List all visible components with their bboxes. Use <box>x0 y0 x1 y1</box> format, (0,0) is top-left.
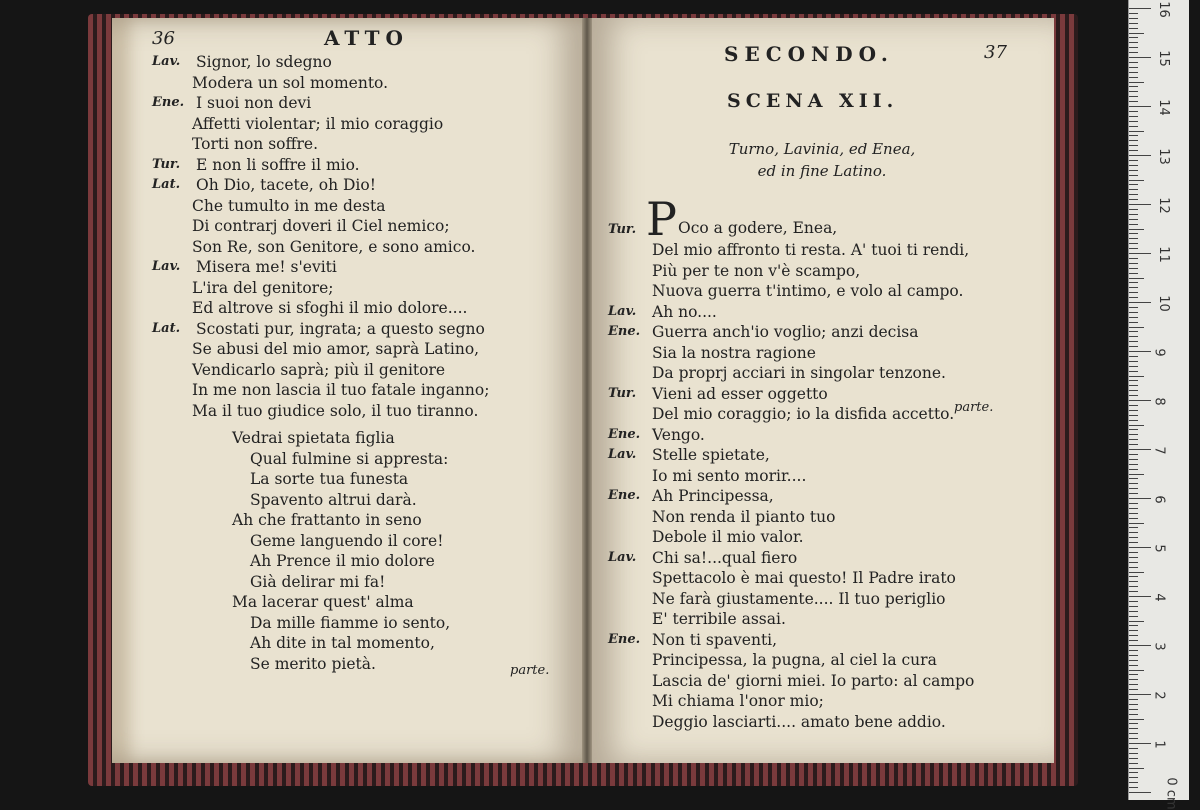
ruler-tick <box>1129 542 1138 543</box>
ruler-tick <box>1129 287 1138 288</box>
ruler-tick <box>1129 611 1138 612</box>
ruler-tick <box>1129 630 1138 631</box>
ruler-tick <box>1129 503 1138 504</box>
ruler-tick <box>1129 312 1138 313</box>
ruler-tick <box>1129 674 1138 675</box>
ruler-tick <box>1129 758 1138 759</box>
ruler-tick <box>1129 111 1138 112</box>
verse-line: Guerra anch'io voglio; anzi decisa <box>652 323 919 341</box>
ruler-tick <box>1129 91 1138 92</box>
ruler-tick <box>1129 307 1138 308</box>
aria-line: Da mille fiamme io sento, <box>250 613 451 632</box>
ruler-number: 15 <box>1155 50 1171 67</box>
ruler-tick <box>1129 327 1144 328</box>
verse-line: Scostati pur, ingrata; a questo segno <box>196 319 485 338</box>
verse-line: Non ti spaventi, <box>652 630 778 649</box>
verse-line: Signor, lo sdegno <box>196 53 332 71</box>
aria-line: La sorte tua funesta <box>250 470 409 488</box>
aria-line: Se merito pietà. <box>250 654 376 673</box>
ruler-tick <box>1129 385 1138 386</box>
ruler-tick <box>1129 199 1138 200</box>
ruler-tick <box>1129 728 1138 729</box>
verse-line: Principessa, la pugna, al ciel la cura <box>652 651 937 669</box>
ruler-number: 5 <box>1151 544 1167 553</box>
right-page <box>592 18 1054 763</box>
ruler-tick <box>1129 606 1138 607</box>
ruler-tick <box>1129 13 1138 14</box>
verse-line: Ma il tuo giudice solo, il tuo tiranno. <box>192 401 479 420</box>
ruler-tick <box>1129 694 1151 695</box>
ruler-tick <box>1129 282 1138 283</box>
ruler-tick <box>1129 733 1138 734</box>
verse-line: Più per te non v'è scampo, <box>652 261 861 280</box>
ruler-tick <box>1129 82 1144 83</box>
ruler-tick <box>1129 415 1138 416</box>
speaker-label: Lav. <box>608 447 637 462</box>
ruler-tick <box>1129 714 1138 715</box>
ruler-tick <box>1129 699 1138 700</box>
verse-line: Di contrarj doveri il Ciel nemico; <box>192 217 450 235</box>
verse-line: Debole il mio valor. <box>652 528 804 546</box>
ruler-tick <box>1129 513 1138 514</box>
ruler-tick <box>1129 557 1138 558</box>
ruler-tick <box>1129 518 1138 519</box>
ruler-tick <box>1129 665 1138 666</box>
speaker-label: Ene. <box>608 324 641 339</box>
ruler-tick <box>1129 425 1144 426</box>
ruler-tick <box>1129 145 1138 146</box>
right-page-number: 37 <box>984 42 1007 63</box>
ruler-tick <box>1129 395 1138 396</box>
ruler-tick <box>1129 140 1138 141</box>
ruler-tick <box>1129 116 1138 117</box>
ruler-tick <box>1129 645 1151 646</box>
right-exit-direction: parte. <box>954 400 994 415</box>
verse-line: Che tumulto in me desta <box>192 196 386 215</box>
ruler-tick <box>1129 18 1138 19</box>
ruler-tick <box>1129 787 1138 788</box>
speaker-label: Tur. <box>608 222 637 237</box>
ruler-tick <box>1129 135 1138 136</box>
ruler-tick <box>1129 689 1138 690</box>
ruler-tick <box>1129 748 1138 749</box>
ruler-tick <box>1129 567 1138 568</box>
ruler-tick <box>1129 180 1144 181</box>
ruler-tick <box>1129 160 1138 161</box>
ruler-tick <box>1129 273 1138 274</box>
ruler-tick <box>1129 302 1151 303</box>
ruler-tick <box>1129 552 1138 553</box>
ruler-tick <box>1129 263 1138 264</box>
ruler-number: 16 <box>1155 1 1171 18</box>
ruler-number: 13 <box>1155 148 1171 165</box>
ruler-tick <box>1129 37 1138 38</box>
ruler-tick <box>1129 96 1138 97</box>
ruler-number: 3 <box>1151 642 1167 651</box>
ruler-tick <box>1129 429 1138 430</box>
ruler-tick <box>1129 723 1138 724</box>
ruler-tick <box>1129 131 1144 132</box>
ruler-tick <box>1129 763 1138 764</box>
ruler-tick <box>1129 527 1138 528</box>
speaker-label: Tur. <box>152 156 181 172</box>
ruler-tick <box>1129 170 1138 171</box>
aria-line: Già delirar mi fa! <box>250 572 386 591</box>
ruler-tick <box>1129 67 1138 68</box>
ruler-tick <box>1129 42 1138 43</box>
ruler-tick <box>1129 621 1144 622</box>
verse-line: Oh Dio, tacete, oh Dio! <box>196 176 376 194</box>
ruler-tick <box>1129 341 1138 342</box>
ruler-tick <box>1129 336 1138 337</box>
ruler-tick <box>1129 322 1138 323</box>
verse-line: L'ira del genitore; <box>192 278 334 297</box>
ruler-tick <box>1129 562 1138 563</box>
ruler-tick <box>1129 233 1138 234</box>
ruler-tick <box>1129 591 1138 592</box>
scene-cast <box>672 138 972 182</box>
ruler-number: 10 <box>1155 295 1171 312</box>
verse-line: Son Re, son Genitore, e sono amico. <box>192 237 476 256</box>
ruler-number: 12 <box>1155 197 1171 214</box>
verse-line: Se abusi del mio amor, saprà Latino, <box>192 340 480 358</box>
ruler-tick <box>1129 204 1151 205</box>
ruler-tick <box>1129 52 1138 53</box>
ruler-tick <box>1129 351 1151 352</box>
verse-line: Ah no.... <box>652 302 717 321</box>
verse-line: Lascia de' giorni miei. Io parto: al campo <box>652 671 975 690</box>
ruler-tick <box>1129 532 1138 533</box>
ruler-tick <box>1129 523 1144 524</box>
ruler-number: 9 <box>1151 348 1167 357</box>
verse-line: E' terribile assai. <box>652 610 786 628</box>
ruler-tick <box>1129 640 1138 641</box>
ruler-tick <box>1129 493 1138 494</box>
ruler-tick <box>1129 101 1138 102</box>
verse-line: I suoi non devi <box>196 94 312 112</box>
ruler-tick <box>1129 253 1151 254</box>
ruler-tick <box>1129 459 1138 460</box>
verse-line: Deggio lasciarti.... amato bene addio. <box>652 712 946 731</box>
ruler-tick <box>1129 214 1138 215</box>
speaker-label: Lat. <box>152 320 181 336</box>
ruler-tick <box>1129 478 1138 479</box>
verse-line: Vengo. <box>652 425 705 444</box>
left-running-head: ATTO <box>324 26 409 50</box>
ruler-tick <box>1129 508 1138 509</box>
ruler-tick <box>1129 331 1138 332</box>
ruler-tick <box>1129 753 1138 754</box>
verse-line: Misera me! s'eviti <box>196 258 337 276</box>
ruler-tick <box>1129 454 1138 455</box>
ruler-tick <box>1129 224 1138 225</box>
ruler-tick <box>1129 444 1138 445</box>
ruler-tick <box>1129 361 1138 362</box>
book-gutter <box>582 18 592 763</box>
ruler-tick <box>1129 488 1138 489</box>
ruler-number: 4 <box>1151 593 1167 602</box>
ruler-tick <box>1129 47 1138 48</box>
speaker-label: Ene. <box>608 426 641 442</box>
ruler-tick <box>1129 243 1138 244</box>
verse-line: Vieni ad esser oggetto <box>652 384 828 403</box>
ruler-number: 0 cm <box>1163 777 1179 810</box>
ruler-number: 6 <box>1151 495 1167 504</box>
left-page <box>112 18 582 763</box>
ruler-tick <box>1129 23 1138 24</box>
ruler-tick <box>1129 28 1138 29</box>
ruler-tick <box>1129 371 1138 372</box>
ruler-tick <box>1129 356 1138 357</box>
ruler-number: 7 <box>1151 446 1167 455</box>
speaker-label: Lav. <box>608 303 637 319</box>
ruler-tick <box>1129 8 1151 9</box>
ruler-tick <box>1129 792 1151 793</box>
aria-line: Ah Prence il mio dolore <box>250 552 435 570</box>
ruler-tick <box>1129 175 1138 176</box>
aria-line: Qual fulmine si appresta: <box>250 449 449 468</box>
ruler-number: 11 <box>1155 246 1171 263</box>
ruler-tick <box>1129 229 1144 230</box>
verse-line: Affetti violentar; il mio coraggio <box>192 114 444 133</box>
ruler-tick <box>1129 635 1138 636</box>
ruler-tick <box>1129 738 1138 739</box>
verse-line: Del mio affronto ti resta. A' tuoi ti rendi, <box>652 241 970 259</box>
aria-line: Geme languendo il core! <box>250 531 444 550</box>
ruler-tick <box>1129 670 1144 671</box>
ruler-tick <box>1129 576 1138 577</box>
ruler-tick <box>1129 366 1138 367</box>
ruler-number: 8 <box>1151 397 1167 406</box>
ruler-tick <box>1129 248 1138 249</box>
verse-line: In me non lascia il tuo fatale inganno; <box>192 381 490 399</box>
ruler-tick <box>1129 219 1138 220</box>
ruler-tick <box>1129 150 1138 151</box>
ruler-tick <box>1129 498 1151 499</box>
verse-line: Nuova guerra t'intimo, e volo al campo. <box>652 282 964 300</box>
ruler-tick <box>1129 194 1138 195</box>
verse-line: Non renda il pianto tuo <box>652 507 836 526</box>
ruler-tick <box>1129 655 1138 656</box>
verse-line: Stelle spietate, <box>652 446 770 464</box>
ruler-tick <box>1129 400 1151 401</box>
verse-line: Oco a godere, Enea, <box>678 219 838 237</box>
verse-line: Vendicarlo saprà; più il genitore <box>192 360 446 379</box>
ruler-tick <box>1129 106 1151 107</box>
ruler-tick <box>1129 743 1151 744</box>
verse-line: Spettacolo è mai questo! Il Padre irato <box>652 569 956 587</box>
left-exit-direction: parte. <box>510 663 550 678</box>
ruler-tick <box>1129 679 1138 680</box>
ruler-tick <box>1129 346 1138 347</box>
ruler-tick <box>1129 601 1138 602</box>
ruler-tick <box>1129 57 1151 58</box>
ruler-tick <box>1129 464 1138 465</box>
ruler-number: 2 <box>1151 691 1167 700</box>
ruler-tick <box>1129 292 1138 293</box>
left-page-number: 36 <box>152 28 175 49</box>
ruler-tick <box>1129 782 1138 783</box>
verse-line: Io mi sento morir.... <box>652 466 807 485</box>
ruler-tick <box>1129 439 1138 440</box>
speaker-label: Ene. <box>608 631 641 647</box>
verse-line: Modera un sol momento. <box>192 73 389 92</box>
speaker-label: Lav. <box>152 54 181 69</box>
cast-line: Turno, Lavinia, ed Enea, <box>728 140 916 158</box>
ruler-tick <box>1129 434 1138 435</box>
ruler-tick <box>1129 449 1151 450</box>
ruler-tick <box>1129 772 1138 773</box>
ruler-tick <box>1129 405 1138 406</box>
verse-line: Chi sa!...qual fiero <box>652 548 798 567</box>
verse-line: Del mio coraggio; io la disfida accetto. <box>652 405 955 423</box>
ruler-tick <box>1129 121 1138 122</box>
ruler-tick <box>1129 684 1138 685</box>
ruler-tick <box>1129 155 1151 156</box>
verse-line: Sia la nostra ragione <box>652 343 816 362</box>
ruler-tick <box>1129 650 1138 651</box>
ruler-tick <box>1129 317 1138 318</box>
cast-line: ed in fine Latino. <box>757 162 887 180</box>
right-running-head: SECONDO. <box>724 42 894 66</box>
ruler-tick <box>1129 709 1138 710</box>
ruler-tick <box>1129 278 1144 279</box>
aria-line: Ah dite in tal momento, <box>250 634 435 652</box>
aria-line: Spavento altrui darà. <box>250 490 417 509</box>
ruler-tick <box>1129 376 1144 377</box>
verse-line: Ed altrove si sfoghi il mio dolore.... <box>192 299 468 317</box>
verse-line: Ah Principessa, <box>652 487 774 505</box>
speaker-label: Ene. <box>608 488 641 503</box>
ruler-tick <box>1129 768 1144 769</box>
ruler-number: 14 <box>1155 99 1171 116</box>
ruler-tick <box>1129 62 1138 63</box>
ruler-tick <box>1129 719 1144 720</box>
aria-line: Ma lacerar quest' alma <box>232 593 414 611</box>
ruler-tick <box>1129 297 1138 298</box>
ruler-tick <box>1129 165 1138 166</box>
speaker-label: Lav. <box>152 259 181 274</box>
ruler-tick <box>1129 126 1138 127</box>
ruler-tick <box>1129 547 1151 548</box>
ruler-number: 1 <box>1151 740 1167 749</box>
ruler-tick <box>1129 86 1138 87</box>
ruler-tick <box>1129 660 1138 661</box>
aria-line: Vedrai spietata figlia <box>232 429 395 447</box>
ruler-tick <box>1129 77 1138 78</box>
ruler-tick <box>1129 238 1138 239</box>
speaker-label: Lat. <box>152 177 181 192</box>
ruler-tick <box>1129 209 1138 210</box>
measuring-ruler <box>1128 0 1189 810</box>
speaker-label: Ene. <box>152 95 185 110</box>
ruler-tick <box>1129 33 1144 34</box>
ruler-tick <box>1129 268 1138 269</box>
verse-line: Mi chiama l'onor mio; <box>652 692 824 710</box>
ruler-tick <box>1129 72 1138 73</box>
verse-line: Ne farà giustamente.... Il tuo periglio <box>652 589 946 608</box>
speaker-label: Lav. <box>608 549 637 565</box>
ruler-tick <box>1129 596 1151 597</box>
speaker-label: Tur. <box>608 385 637 401</box>
ruler-tick <box>1129 537 1138 538</box>
ruler-tick <box>1129 581 1138 582</box>
ruler-tick <box>1129 483 1138 484</box>
ruler-tick <box>1129 625 1138 626</box>
ruler-tick <box>1129 572 1144 573</box>
ruler-tick <box>1129 474 1144 475</box>
ruler-tick <box>1129 704 1138 705</box>
scene-title: SCENA XII. <box>727 90 899 112</box>
ruler-tick <box>1129 586 1138 587</box>
verse-line: E non li soffre il mio. <box>196 155 360 174</box>
ruler-tick <box>1129 390 1138 391</box>
ruler-tick <box>1129 616 1138 617</box>
verse-line: Da proprj acciari in singolar tenzone. <box>652 364 946 382</box>
ruler-tick <box>1129 420 1138 421</box>
ruler-tick <box>1129 184 1138 185</box>
ruler-tick <box>1129 469 1138 470</box>
drop-cap: P <box>646 192 677 246</box>
ruler-tick <box>1129 380 1138 381</box>
ruler-tick <box>1129 258 1138 259</box>
ruler-tick <box>1129 410 1138 411</box>
ruler-tick <box>1129 777 1138 778</box>
ruler-tick <box>1129 189 1138 190</box>
verse-line: Torti non soffre. <box>192 135 319 153</box>
aria-line: Ah che frattanto in seno <box>232 511 422 529</box>
